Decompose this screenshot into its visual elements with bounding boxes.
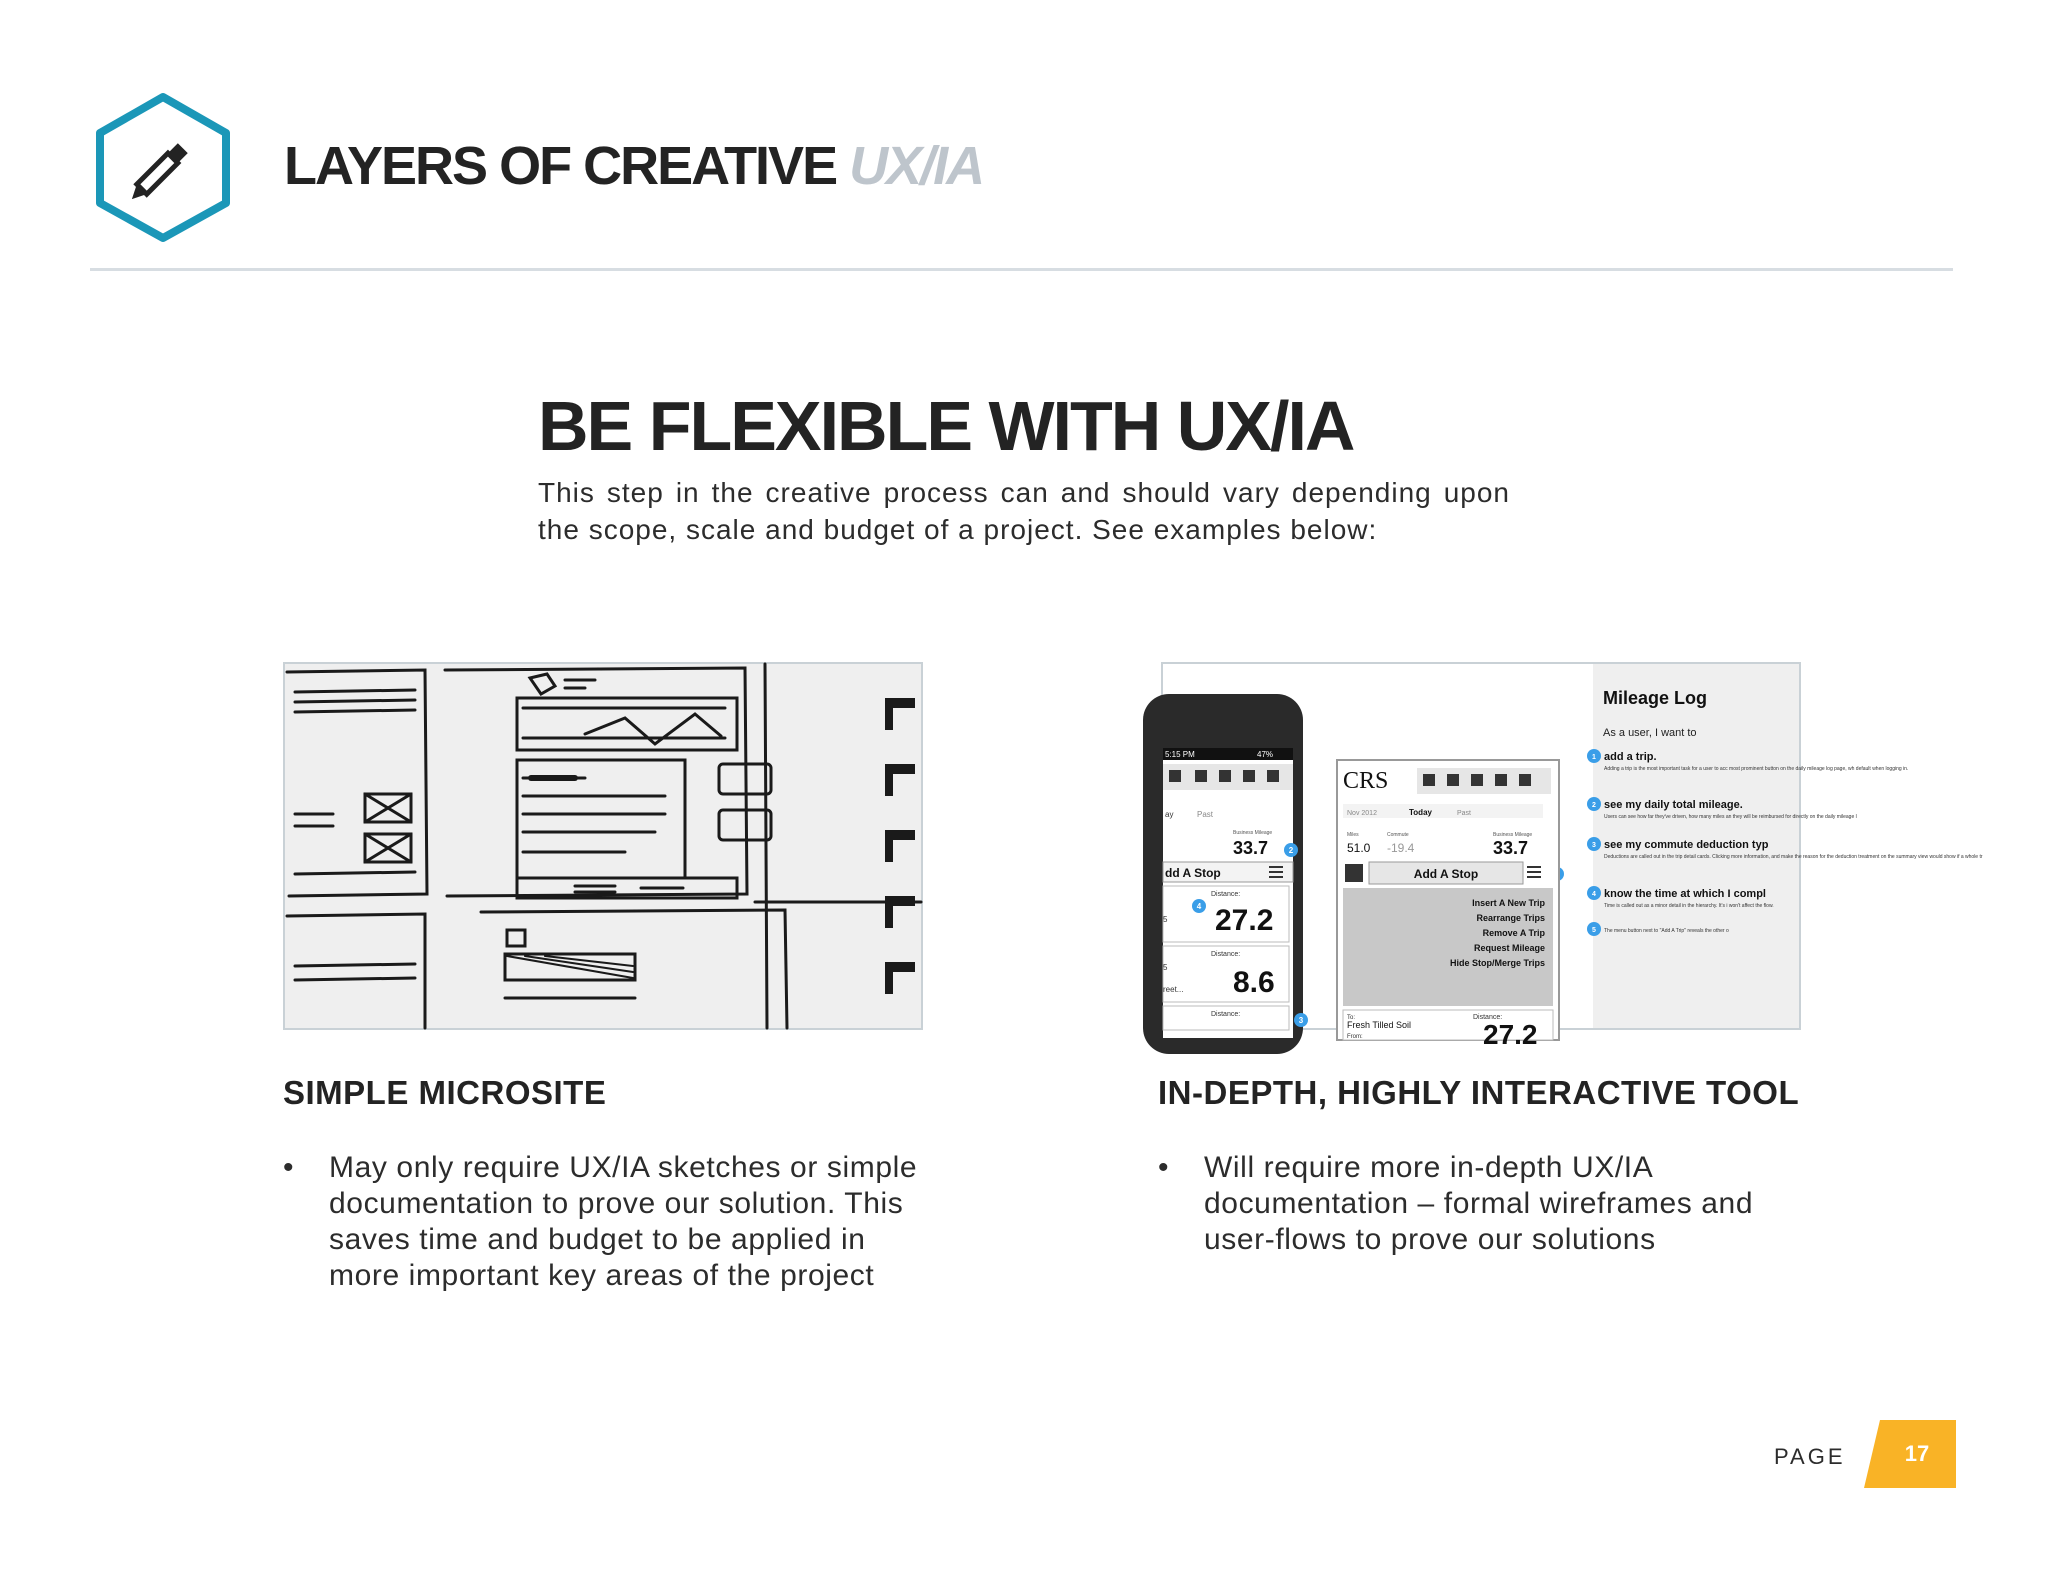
distance-label-3: Distance: [1211, 1011, 1241, 1018]
page-number: 17 [1904, 1441, 1930, 1466]
simple-microsite-bullet-text: May only require UX/IA sketches or simple documentation to prove our solution. This saves time and budget to be applied in more important key areas of the project [329, 1151, 918, 1292]
log-title-4: know the time at which I compl [1604, 888, 1766, 900]
business-label: Business Mileage [1493, 832, 1533, 838]
wireframe-image [1161, 662, 1983, 1050]
battery-text: 47% [1257, 750, 1274, 759]
distance-value-2: 8.6 [1233, 966, 1275, 999]
tab-past-left: Past [1197, 810, 1214, 819]
callout-4: 4 [1196, 902, 1202, 911]
log-title-3: see my commute deduction typ [1604, 839, 1769, 851]
add-stop-button: Add A Stop [1413, 867, 1479, 881]
app-name: CRS [1343, 768, 1389, 794]
pencil-icon [92, 92, 234, 242]
tab-day: ay [1165, 810, 1174, 819]
page-label: PAGE [1774, 1444, 1846, 1469]
menu-item-request: Request Mileage [1473, 943, 1545, 953]
main-heading: BE FLEXIBLE WITH UX/IA [538, 387, 1354, 465]
log-num-2: 2 [1592, 802, 1596, 809]
tab-past: Past [1457, 810, 1472, 817]
log-title-2: see my daily total mileage. [1604, 799, 1743, 811]
distance-label-2: Distance: [1211, 951, 1241, 958]
add-stop-left: dd A Stop [1165, 866, 1221, 880]
commute-value: -19.4 [1387, 841, 1415, 855]
mileage-log-title: Mileage Log [1603, 688, 1708, 708]
log-num-5: 5 [1592, 927, 1596, 934]
to-label: To: [1347, 1015, 1356, 1021]
distance-value-1: 27.2 [1215, 904, 1274, 937]
menu-item-rearrange: Rearrange Trips [1476, 913, 1545, 923]
page-number-badge [1864, 1420, 1956, 1488]
header-title-main: LAYERS OF CREATIVE [284, 136, 837, 196]
menu-item-insert: Insert A New Trip [1472, 898, 1545, 908]
log-num-3: 3 [1592, 842, 1596, 849]
miles-label: Miles [1347, 832, 1359, 838]
to-value: Fresh Tilled Soil [1347, 1020, 1412, 1030]
header-title-accent: UX/IA [849, 136, 984, 196]
log-desc-4: Time is called out as a minor detail in the hierarchy. It's i won't affect the flow. [1604, 903, 1774, 909]
business-value-left: 33.7 [1233, 838, 1269, 858]
interactive-tool-bullet-text: Will require more in-depth UX/IA documentation – formal wireframes and user-flows to prove our solutions [1204, 1151, 1754, 1256]
from-label: From: [1347, 1034, 1363, 1040]
mileage-log-intro: As a user, I want to [1603, 727, 1697, 739]
business-value: 33.7 [1493, 838, 1529, 858]
partial-number-2: 5 [1163, 963, 1168, 972]
business-label-left: Business Mileage [1233, 830, 1273, 836]
log-desc-5: The menu button next to "Add A Trip" reveals the other o [1604, 928, 1729, 934]
commute-label: Commute [1387, 832, 1409, 838]
month-tab: Nov 2012 [1347, 810, 1377, 817]
intro-paragraph: This step in the creative process can and should vary depending upon the scope, scale and budget of a project. See examples below: [538, 477, 1510, 545]
tab-today: Today [1409, 808, 1432, 817]
log-num-4: 4 [1592, 891, 1596, 898]
partial-street: reet... [1163, 985, 1184, 994]
distance-label-1: Distance: [1211, 891, 1241, 898]
distance-label-4: Distance: [1473, 1014, 1503, 1021]
bullet-marker: • [283, 1151, 295, 1184]
log-num-1: 1 [1592, 754, 1596, 761]
callout-3: 3 [1298, 1016, 1304, 1025]
status-time: 5:15 PM [1165, 750, 1195, 759]
callout-2: 2 [1288, 846, 1294, 855]
page-header-title [284, 136, 983, 196]
log-desc-3: Deductions are called out in the trip detail cards. Clicking more information, and make the reason for the deduction treatment on the summary view would show if a whole tr [1604, 854, 1983, 860]
interactive-tool-title: IN-DEPTH, HIGHLY INTERACTIVE TOOL [1158, 1074, 1800, 1111]
menu-item-remove: Remove A Trip [1482, 928, 1545, 938]
partial-number-1: 5 [1163, 915, 1168, 924]
menu-item-hide: Hide Stop/Merge Trips [1449, 958, 1545, 968]
log-desc-2: Users can see how far they've driven, how many miles an they will be reimbursed for directly on the daily mileage l [1604, 814, 1857, 820]
log-desc-1: Adding a trip is the most important task for a user to acc most prominent button on the daily mileage log page, wh default when logging in. [1604, 766, 1909, 772]
miles-value: 51.0 [1347, 841, 1371, 855]
bullet-marker: • [1158, 1151, 1170, 1184]
header-divider [90, 268, 1953, 271]
simple-microsite-title: SIMPLE MICROSITE [283, 1074, 607, 1111]
sketch-image [283, 662, 923, 1030]
distance-value-3: 27.2 [1483, 1019, 1538, 1050]
log-title-1: add a trip. [1604, 751, 1657, 763]
